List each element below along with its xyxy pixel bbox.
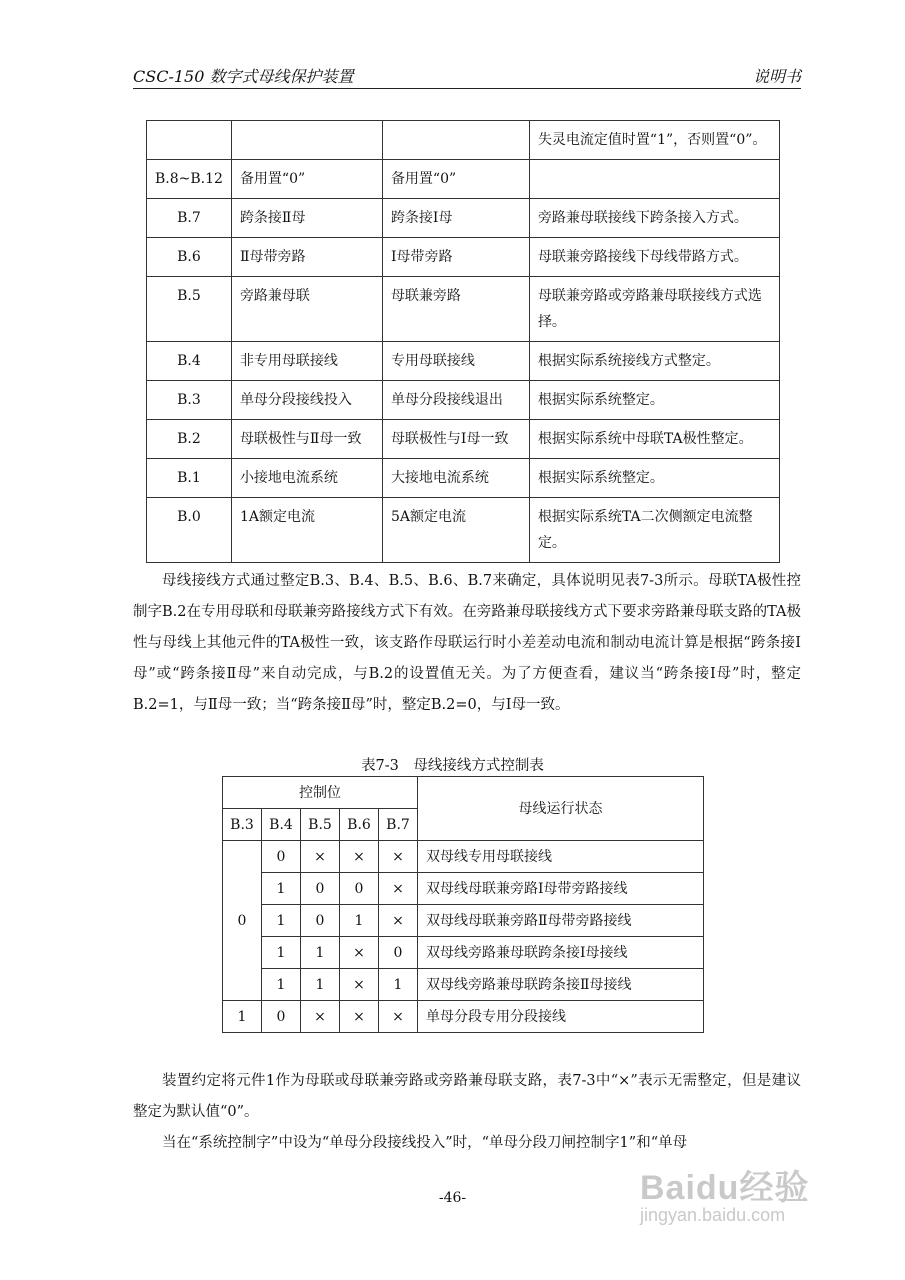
bit-header: B.3 (223, 809, 262, 841)
state-cell: 双母线母联兼旁路Ⅱ母带旁路接线 (418, 905, 704, 937)
page-number: -46- (438, 1190, 467, 1206)
state-cell: 双母线专用母联接线 (418, 841, 704, 873)
baidu-watermark (640, 1160, 809, 1226)
b3-value-cell: 1 (223, 1001, 262, 1033)
note-cell (529, 160, 779, 199)
bit-cell: B.2 (147, 420, 232, 459)
control-word-table (146, 120, 780, 563)
note-cell: 母联兼旁路接线下母线带路方式。 (529, 238, 779, 277)
note-cell: 根据实际系统整定。 (529, 381, 779, 420)
state-cell: 单母分段专用分段接线 (418, 1001, 704, 1033)
bit-cell: B.0 (147, 498, 232, 563)
note-cell: 根据实际系统TA二次侧额定电流整定。 (529, 498, 779, 563)
set-1-cell: 跨条接Ⅱ母 (231, 199, 382, 238)
bus-wiring-control-table (222, 776, 704, 1033)
bit-cell: B.7 (147, 199, 232, 238)
page-header (133, 64, 801, 89)
set-1-cell: 备用置“0” (231, 160, 382, 199)
watermark-url: jingyan.baidu.com (640, 1205, 786, 1225)
b4-cell: 0 (262, 841, 301, 873)
b6-cell: × (340, 1001, 379, 1033)
b7-cell: 1 (379, 969, 418, 1001)
state-cell: 双母线母联兼旁路Ⅰ母带旁路接线 (418, 873, 704, 905)
set-1-cell: 非专用母联接线 (231, 342, 382, 381)
b5-cell: × (301, 1001, 340, 1033)
state-cell: 双母线旁路兼母联跨条接Ⅰ母接线 (418, 937, 704, 969)
set-1-cell: 母联极性与Ⅱ母一致 (231, 420, 382, 459)
b5-cell: × (301, 841, 340, 873)
b4-cell: 1 (262, 905, 301, 937)
b4-cell: 0 (262, 1001, 301, 1033)
note-cell: 根据实际系统中母联TA极性整定。 (529, 420, 779, 459)
bit-header: B.6 (340, 809, 379, 841)
table-row (147, 342, 780, 381)
set-1-cell (231, 121, 382, 160)
set-0-cell: 大接地电流系统 (382, 459, 529, 498)
table-row (147, 277, 780, 342)
bit-cell: B.4 (147, 342, 232, 381)
b5-cell: 0 (301, 873, 340, 905)
bit-cell: B.5 (147, 277, 232, 342)
table-caption: 表7-3 母线接线方式控制表 (361, 758, 544, 774)
table-row (147, 381, 780, 420)
note-cell: 母联兼旁路或旁路兼母联接线方式选择。 (529, 277, 779, 342)
table-row (147, 199, 780, 238)
note-cell: 根据实际系统接线方式整定。 (529, 342, 779, 381)
set-1-cell: 小接地电流系统 (231, 459, 382, 498)
b6-cell: × (340, 937, 379, 969)
table-row (147, 420, 780, 459)
state-cell: 双母线旁路兼母联跨条接Ⅱ母接线 (418, 969, 704, 1001)
section-label: 说明书 (752, 67, 801, 86)
b5-cell: 1 (301, 937, 340, 969)
b7-cell: × (379, 905, 418, 937)
bit-cell: B.6 (147, 238, 232, 277)
set-0-cell: 跨条接Ⅰ母 (382, 199, 529, 238)
table-row (147, 121, 780, 160)
set-0-cell: 单母分段接线退出 (382, 381, 529, 420)
b5-cell: 1 (301, 969, 340, 1001)
table-row (147, 160, 780, 199)
table-row (147, 459, 780, 498)
b4-cell: 1 (262, 873, 301, 905)
b6-cell: × (340, 841, 379, 873)
set-1-cell: 旁路兼母联 (231, 277, 382, 342)
note-cell: 失灵电流定值时置“1”，否则置“0”。 (529, 121, 779, 160)
bit-cell: B.3 (147, 381, 232, 420)
bit-cell: B.8~B.12 (147, 160, 232, 199)
note-cell: 根据实际系统整定。 (529, 459, 779, 498)
set-0-cell: Ⅰ母带旁路 (382, 238, 529, 277)
set-1-cell: 单母分段接线投入 (231, 381, 382, 420)
b7-cell: 0 (379, 937, 418, 969)
paragraph-element-convention: 装置约定将元件1作为母联或母联兼旁路或旁路兼母联支路，表7-3中“×”表示无需整定，但是建议整定为默认值“0”。 (133, 1073, 801, 1120)
bit-cell (147, 121, 232, 160)
set-0-cell: 5A额定电流 (382, 498, 529, 563)
paragraph-wiring-mode: 母线接线方式通过整定B.3、B.4、B.5、B.6、B.7来确定，具体说明见表7-3所示。母联TA极性控制字B.2在专用母联和母联兼旁路接线方式下有效。在旁路兼母联接线方式下要求旁路兼母联支路的TA极性与母线上其他元件的TA极性一致，该支路作母联运行时小差差动电流和制动电流计算是根据“跨条接Ⅰ母”或“跨条接Ⅱ母”来自动完成，与B.2的设置值无关。为了方便查看，建议当“跨条接Ⅰ母”时，整定B.2=1，与Ⅱ母一致；当“跨条接Ⅱ母”时，整定B.2=0，与Ⅰ母一致。 (133, 573, 801, 713)
control-bits-header: 控制位 (223, 777, 418, 809)
set-0-cell: 备用置“0” (382, 160, 529, 199)
table-row (147, 498, 780, 563)
set-0-cell: 专用母联接线 (382, 342, 529, 381)
bit-header: B.7 (379, 809, 418, 841)
b5-cell: 0 (301, 905, 340, 937)
note-cell: 旁路兼母联接线下跨条接入方式。 (529, 199, 779, 238)
set-0-cell: 母联极性与Ⅰ母一致 (382, 420, 529, 459)
b4-cell: 1 (262, 969, 301, 1001)
b4-cell: 1 (262, 937, 301, 969)
paragraph-system-control: 当在“系统控制字”中设为“单母分段接线投入”时，“单母分段刀闸控制字1”和“单母 (162, 1135, 688, 1151)
bit-header: B.4 (262, 809, 301, 841)
bit-header: B.5 (301, 809, 340, 841)
set-1-cell: Ⅱ母带旁路 (231, 238, 382, 277)
b7-cell: × (379, 1001, 418, 1033)
set-0-cell: 母联兼旁路 (382, 277, 529, 342)
b6-cell: × (340, 969, 379, 1001)
b7-cell: × (379, 873, 418, 905)
set-0-cell (382, 121, 529, 160)
bus-state-header: 母线运行状态 (418, 777, 704, 841)
bit-cell: B.1 (147, 459, 232, 498)
watermark-brand: Baidu经验 (640, 1169, 810, 1207)
b6-cell: 0 (340, 873, 379, 905)
b7-cell: × (379, 841, 418, 873)
table-row (147, 238, 780, 277)
document-title: CSC-150 数字式母线保护装置 (133, 67, 354, 86)
b3-value-cell: 0 (223, 841, 262, 1001)
b6-cell: 1 (340, 905, 379, 937)
set-1-cell: 1A额定电流 (231, 498, 382, 563)
